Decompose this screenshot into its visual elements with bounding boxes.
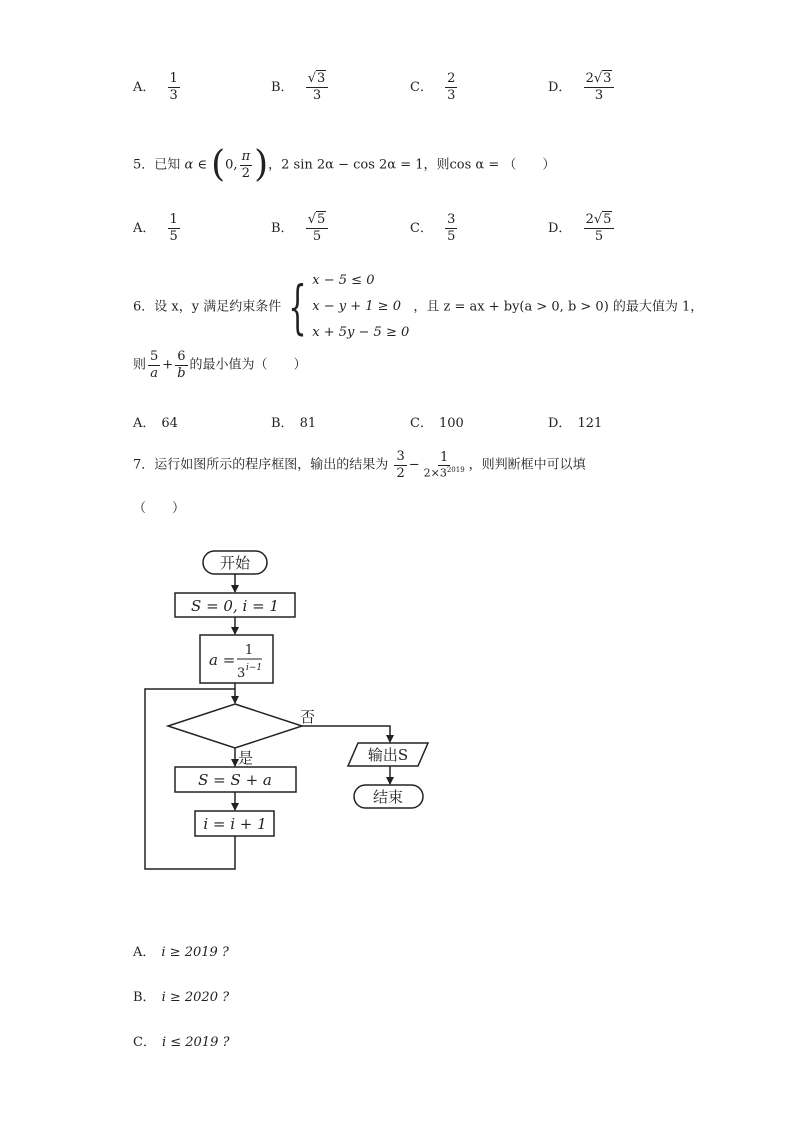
- flow-update-i-label: i = i + 1: [203, 815, 267, 833]
- q5-option-a[interactable]: A． $\frac{1}{5}$: [133, 212, 178, 244]
- flow-assign-lhs: a =: [209, 651, 236, 669]
- question-5: 5．已知 α ∈ (0, $\frac{\pi}{2}$ )，2 sin 2α − cos 2α = 1，则cos α = （ ）: [133, 144, 556, 185]
- q7-option-b[interactable]: B． i ≥ 2020 ?: [133, 990, 230, 1005]
- q4-option-d[interactable]: D． $\frac{2√3}{3}$: [548, 72, 616, 102]
- flow-output-label: 输出S: [367, 746, 409, 764]
- flow-start-label: 开始: [219, 554, 251, 572]
- question-6-line2: 则 $\frac{5}{a}$ + $\frac{6}{b}$ 的最小值为（ ）: [133, 349, 307, 381]
- q5-option-b[interactable]: B． $\frac{√5}{5}$: [271, 213, 330, 243]
- flow-init-label: S = 0, i = 1: [191, 597, 279, 615]
- flow-decision: [168, 704, 302, 748]
- q6-option-d[interactable]: D． 121: [548, 416, 603, 431]
- flow-assign-num: 1: [244, 643, 254, 658]
- q6-option-a[interactable]: A． 64: [133, 416, 178, 431]
- question-6: 6．设 x，y 满足约束条件 { x − 5 ≤ 0 x − y + 1 ≥ 0 x + 5y − 5 ≥ 0 ，且 z = ax + by(a > 0, b > 0) 的最大值为 1，: [133, 268, 703, 346]
- q7-option-a[interactable]: A． i ≥ 2019 ?: [133, 945, 229, 960]
- flow-update-s-label: S = S + a: [198, 771, 272, 789]
- q4-option-a[interactable]: A． $\frac{1}{3}$: [133, 71, 178, 103]
- q6-option-c[interactable]: C． 100: [410, 416, 464, 431]
- flow-no-label: 否: [300, 708, 316, 726]
- question-7: 7．运行如图所示的程序框图，输出的结果为 $\frac{3}{2}$ − $\frac{1}{2\times 3^{2019}}$ ，则判断框中可以填: [133, 449, 586, 481]
- flow-assign-den: 3: [237, 666, 246, 681]
- q4-option-c[interactable]: C． $\frac{2}{3}$: [410, 71, 456, 103]
- q5-option-c[interactable]: C． $\frac{3}{5}$: [410, 212, 456, 244]
- q6-option-b[interactable]: B． 81: [271, 416, 317, 431]
- q5-option-d[interactable]: D． $\frac{2√5}{5}$: [548, 213, 616, 243]
- q7-option-c[interactable]: C． i ≤ 2019 ?: [133, 1035, 230, 1050]
- flow-end-label: 结束: [372, 788, 404, 806]
- q4-option-b[interactable]: B． $\frac{√3}{3}$: [271, 72, 330, 102]
- flow-yes-label: 是: [238, 749, 254, 767]
- question-7-blank: （ ）: [133, 501, 186, 516]
- flow-assign-exp: i−1: [246, 663, 263, 673]
- constraint-system: { x − 5 ≤ 0 x − y + 1 ≥ 0 x + 5y − 5 ≥ 0: [288, 273, 410, 341]
